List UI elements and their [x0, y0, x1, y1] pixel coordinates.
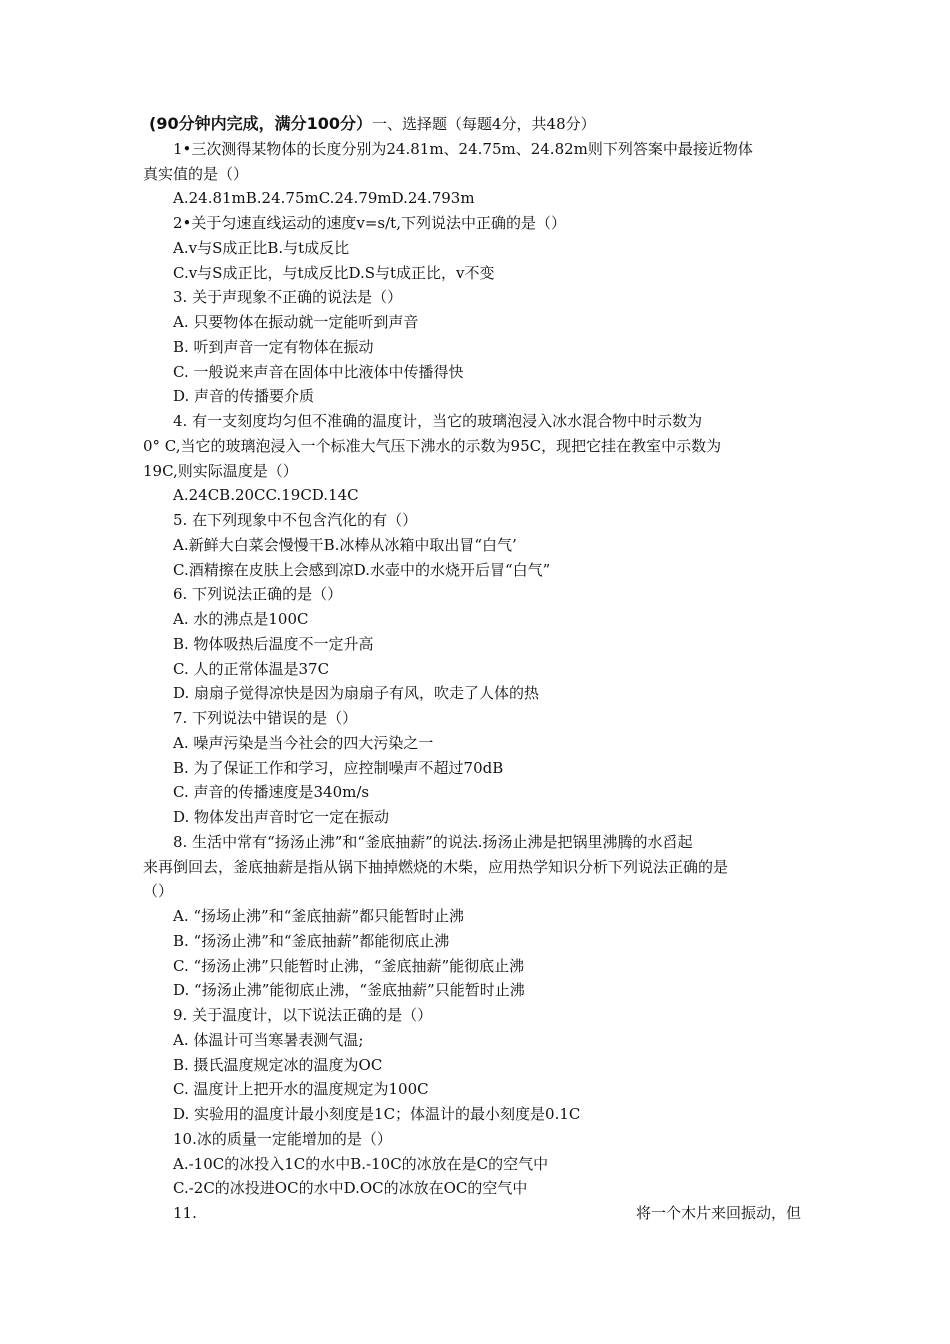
text-line: D. 声音的传播要介质 [173, 387, 315, 406]
exam-header [143, 112, 809, 137]
text-line: C.v与S成正比，与t成反比D.S与t成正比，v不变 [173, 263, 495, 282]
text-line: A.24.81mB.24.75mC.24.79mD.24.793m [173, 189, 475, 208]
question-list [143, 137, 809, 1201]
text-line: D. 扇扇子觉得凉快是因为扇扇子有风，吹走了人体的热 [173, 684, 540, 703]
text-line: A. 只要物体在振动就一定能听到声音 [173, 313, 419, 331]
text-line: C. 一般说来声音在固体中比液体中传播得快 [173, 362, 464, 381]
text-line: D. 物体发出声音时它一定在振动 [173, 808, 390, 826]
text-line: D. 实验用的温度计最小刻度是1C；体温计的最小刻度是0.1C [173, 1105, 581, 1123]
document-page [143, 112, 809, 1226]
exam-duration-score: (90分钟内完成，满分100分） [149, 114, 372, 133]
text-line: 1•三次测得某物体的长度分别为24.81m、24.75m、24.82m则下列答案中最接近物体 [173, 139, 753, 158]
text-line: D. “扬汤止沸”能彻底止沸，“釜底抽薪”只能暂时止沸 [173, 981, 525, 1000]
text-line: 3. 关于声现象不正确的说法是（） [173, 288, 403, 307]
text-line: 10.冰的质量一定能增加的是（） [173, 1129, 392, 1148]
text-line: 5. 在下列现象中不包含汽化的有（） [173, 511, 418, 529]
text-line: 19C,则实际温度是（） [143, 461, 298, 480]
section-title: 一、选择题（每题4分，共48分） [371, 115, 596, 133]
text-line: B. “扬汤止沸”和“釜底抽薪”都能彻底止沸 [173, 931, 450, 950]
text-line: 0° C,当它的玻璃泡浸入一个标准大气压下沸水的示数为95C，现把它挂在教室中示数为 [143, 436, 722, 455]
text-line: 7. 下列说法中错误的是（） [173, 709, 358, 727]
text-line: C. 人的正常体温是37C [173, 659, 330, 678]
text-line: 8. 生活中常有“扬汤止沸”和“釜底抽薪”的说法.扬汤止沸是把锅里沸腾的水舀起 [173, 832, 693, 851]
text-line: 真实值的是（） [143, 164, 249, 183]
question-11-text: 将一个木片来回振动，但 [635, 1204, 801, 1222]
text-line: A.-10C的冰投入1C的水中B.-10C的冰放在是C的空气中 [173, 1154, 549, 1173]
text-line: 4. 有一支刻度均匀但不准确的温度计，当它的玻璃泡浸入冰水混合物中时示数为 [173, 412, 703, 430]
text-line: 6. 下列说法正确的是（） [173, 585, 343, 604]
text-line: （） [143, 882, 174, 901]
text-line: C. 温度计上把开水的温度规定为100C [173, 1080, 429, 1099]
question-11-line [143, 1201, 809, 1226]
text-line: B. 为了保证工作和学习，应控制噪声不超过70dB [173, 758, 504, 777]
question-11-number: 11. [173, 1204, 197, 1222]
text-line: A.新鲜大白菜会慢慢干B.冰棒从冰箱中取出冒“白气’ [173, 535, 517, 554]
text-line: B. 听到声音一定有物体在振动 [173, 337, 374, 356]
text-line: C. “扬汤止沸”只能暂时止沸，“釜底抽薪”能彻底止沸 [173, 956, 525, 975]
text-line: A.24CB.20CC.19CD.14C [173, 486, 359, 505]
text-line: A. “扬场止沸”和“釜底抽薪”都只能暂时止沸 [173, 907, 465, 925]
text-line: B. 摄氏温度规定冰的温度为OC [173, 1055, 383, 1074]
text-line: B. 物体吸热后温度不一定升高 [173, 634, 374, 653]
text-line: C.-2C的冰投进OC的水中D.OC的冰放在OC的空气中 [173, 1179, 528, 1198]
text-line: C.酒精擦在皮肤上会感到凉D.水壶中的水烧开后冒“白气” [173, 560, 551, 579]
text-line: A. 体温计可当寒暑表测气温; [173, 1030, 364, 1049]
text-line: 2•关于匀速直线运动的速度v=s/t,下列说法中正确的是（） [173, 214, 566, 232]
text-line: C. 声音的传播速度是340m/s [173, 783, 370, 802]
text-line: 来再倒回去，釜底抽薪是指从锅下抽掉燃烧的木柴，应用热学知识分析下列说法正确的是 [143, 857, 729, 876]
text-line: A. 水的沸点是100C [173, 610, 309, 628]
text-line: A. 噪声污染是当今社会的四大污染之一 [173, 733, 434, 752]
text-line: A.v与S成正比B.与t成反比 [173, 238, 350, 257]
text-line: 9. 关于温度计，以下说法正确的是（） [173, 1006, 433, 1024]
